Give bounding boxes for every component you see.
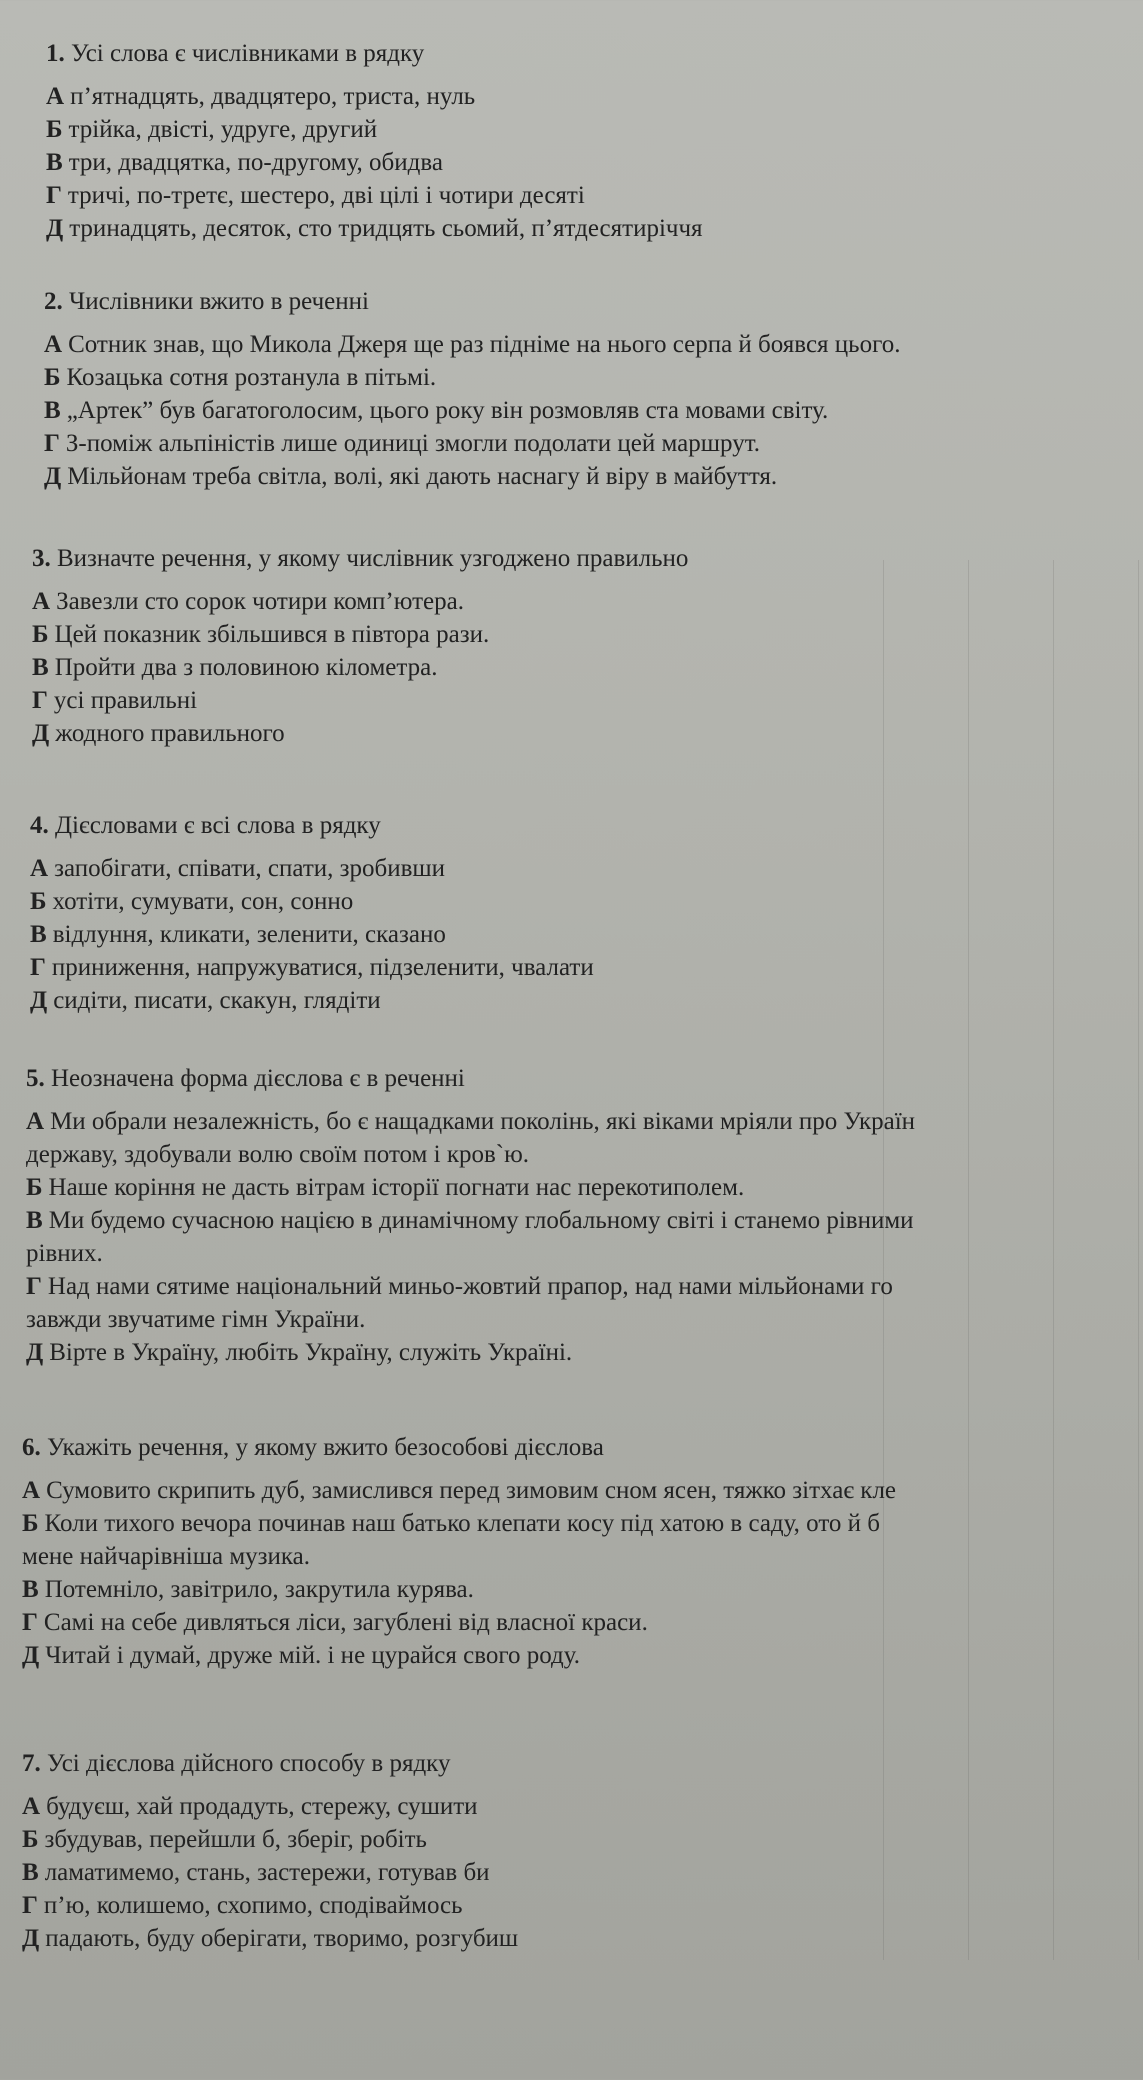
option-d — [30, 984, 1143, 1017]
option-letter: Б — [46, 116, 63, 143]
option-text: п’ятнадцять, двадцятеро, триста, нуль — [70, 83, 476, 110]
option-letter: А — [32, 588, 51, 615]
question-number: 4. — [30, 812, 49, 839]
question-title — [30, 812, 1143, 840]
option-text: тричі, по-третє, шестеро, дві цілі і чотири десяті — [67, 182, 585, 209]
option-letter: Б — [22, 1510, 39, 1537]
question-6 — [22, 1434, 1143, 1672]
option-text: тринадцять, десяток, сто тридцять сьомий, п’ятдесятиріччя — [69, 215, 703, 242]
option-letter: Г — [30, 954, 46, 981]
option-text: Мільйонам треба світла, волі, які дають наснагу й віру в майбуття. — [67, 463, 778, 490]
option-text: три, двадцятка, по-другому, обидва — [68, 149, 443, 176]
question-text: Укажіть речення, у якому вжито безособові дієслова — [47, 1434, 604, 1461]
option-letter: Б — [22, 1826, 39, 1853]
option-text: відлуння, кликати, зеленити, сказано — [52, 921, 446, 948]
option-letter: Д — [30, 987, 48, 1014]
question-number: 2. — [44, 288, 63, 315]
option-b — [22, 1823, 1143, 1856]
option-b — [26, 1171, 1143, 1204]
option-letter: А — [30, 855, 49, 882]
option-letter: А — [46, 83, 65, 110]
option-a — [26, 1105, 1143, 1138]
option-letter: А — [44, 331, 63, 358]
option-text: Пройти два з половиною кілометра. — [54, 654, 438, 681]
option-v-continued: рівних. — [26, 1240, 103, 1267]
option-b — [46, 113, 1143, 146]
option-text: Козацька сотня розтанула в пітьмі. — [66, 364, 437, 391]
option-h — [22, 1606, 1143, 1639]
option-b — [30, 885, 1143, 918]
question-5 — [26, 1065, 1143, 1369]
option-letter: Д — [44, 463, 62, 490]
option-v — [22, 1856, 1143, 1889]
option-letter: В — [30, 921, 47, 948]
question-1 — [46, 40, 1143, 245]
option-text: збудував, перейшли б, зберіг, робіть — [44, 1826, 427, 1853]
question-title — [26, 1065, 1143, 1093]
option-letter: А — [22, 1477, 41, 1504]
question-title — [22, 1750, 1143, 1778]
option-text: жодного правильного — [55, 720, 285, 747]
option-letter: Г — [26, 1273, 42, 1300]
option-v — [32, 651, 1143, 684]
option-text: Ми будемо сучасною нацією в динамічному глобальному світі і станемо рівними — [48, 1207, 914, 1234]
option-text: Потемніло, завітрило, закрутила курява. — [44, 1576, 474, 1603]
option-h-continued: завжди звучатиме гімн України. — [26, 1306, 366, 1333]
option-d — [22, 1922, 1143, 1955]
question-text: Неозначена форма дієслова є в реченні — [51, 1065, 465, 1092]
option-letter: В — [46, 149, 63, 176]
question-title — [44, 288, 1143, 316]
option-letter: Б — [32, 621, 49, 648]
option-d — [44, 460, 1143, 493]
option-text: Наше коріння не дасть вітрам історії погнати нас перекотиполем. — [48, 1174, 745, 1201]
question-text: Визначте речення, у якому числівник узгоджено правильно — [57, 545, 689, 572]
option-letter: А — [22, 1793, 41, 1820]
option-text: падають, буду оберігати, творимо, розгубиш — [45, 1925, 519, 1952]
option-b — [44, 361, 1143, 394]
option-text: Ми обрали незалежність, бо є нащадками поколінь, які віками мріяли про Україн — [50, 1108, 916, 1135]
option-a — [22, 1790, 1143, 1823]
option-a — [46, 80, 1143, 113]
option-text: Цей показник збільшився в півтора рази. — [54, 621, 490, 648]
option-d — [26, 1336, 1143, 1369]
option-a — [44, 328, 1143, 361]
option-text: запобігати, співати, спати, зробивши — [54, 855, 446, 882]
question-number: 1. — [46, 40, 65, 67]
option-letter: В — [22, 1576, 39, 1603]
option-text: Коли тихого вечора починав наш батько клепати косу під хатою в саду, ото й б — [44, 1510, 881, 1537]
option-h — [22, 1889, 1143, 1922]
option-text: З-поміж альпіністів лише одиниці змогли подолати цей маршрут. — [65, 430, 760, 457]
option-letter: В — [32, 654, 49, 681]
option-v — [30, 918, 1143, 951]
option-text: ламатимемо, стань, застережи, готував би — [44, 1859, 490, 1886]
option-text: усі правильні — [53, 687, 198, 714]
option-h — [26, 1270, 1143, 1303]
option-h — [32, 684, 1143, 717]
option-letter: Г — [22, 1609, 38, 1636]
option-d — [22, 1639, 1143, 1672]
option-a — [22, 1474, 1143, 1507]
option-text: Читай і думай, друже мій. і не цурайся свого роду. — [45, 1642, 580, 1669]
option-text: трійка, двісті, удруге, другий — [68, 116, 378, 143]
question-3 — [32, 545, 1143, 750]
option-v — [44, 394, 1143, 427]
question-number: 7. — [22, 1750, 41, 1777]
option-letter: Б — [30, 888, 47, 915]
option-h — [30, 951, 1143, 984]
option-h — [44, 427, 1143, 460]
option-letter: Г — [32, 687, 48, 714]
option-text: будуєш, хай продадуть, стережу, сушити — [46, 1793, 478, 1820]
option-letter: Б — [44, 364, 61, 391]
option-v — [46, 146, 1143, 179]
option-letter: Д — [26, 1339, 44, 1366]
option-b — [32, 618, 1143, 651]
question-text: Числівники вжито в реченні — [69, 288, 369, 315]
question-text: Усі слова є числівниками в рядку — [71, 40, 425, 67]
option-d — [46, 212, 1143, 245]
question-2 — [44, 288, 1143, 493]
question-number: 3. — [32, 545, 51, 572]
question-7 — [22, 1750, 1143, 1955]
option-letter: В — [26, 1207, 43, 1234]
option-letter: В — [22, 1859, 39, 1886]
question-title — [46, 40, 1143, 68]
question-4 — [30, 812, 1143, 1017]
option-text: Завезли сто сорок чотири комп’ютера. — [56, 588, 464, 615]
option-v — [26, 1204, 1143, 1237]
option-letter: Д — [22, 1642, 40, 1669]
option-text: Сотник знав, що Микола Джеря ще раз підніме на нього серпа й боявся цього. — [68, 331, 901, 358]
option-text: Вірте в Україну, любіть Україну, служіть Україні. — [49, 1339, 573, 1366]
option-letter: Г — [46, 182, 62, 209]
option-a-continued: державу, здобували волю своїм потом і кров`ю. — [26, 1141, 530, 1168]
option-h — [46, 179, 1143, 212]
option-text: Сумовито скрипить дуб, замислився перед зимовим сном ясен, тяжко зітхає кле — [46, 1477, 897, 1504]
option-v — [22, 1573, 1143, 1606]
option-text: сидіти, писати, скакун, глядіти — [53, 987, 381, 1014]
question-text: Усі дієслова дійсного способу в рядку — [47, 1750, 451, 1777]
option-b-continued: мене найчарівніша музика. — [22, 1543, 311, 1570]
option-letter: А — [26, 1108, 45, 1135]
option-a — [32, 585, 1143, 618]
option-text: хотіти, сумувати, сон, сонно — [52, 888, 354, 915]
option-text: „Артек” був багатоголосим, цього року він розмовляв ста мовами світу. — [66, 397, 829, 424]
option-letter: Д — [22, 1925, 40, 1952]
option-a — [30, 852, 1143, 885]
option-letter: Б — [26, 1174, 43, 1201]
option-letter: Г — [22, 1892, 38, 1919]
question-number: 5. — [26, 1065, 45, 1092]
option-text: п’ю, колишемо, схопимо, сподіваймось — [43, 1892, 463, 1919]
option-letter: В — [44, 397, 61, 424]
option-d — [32, 717, 1143, 750]
option-letter: Г — [44, 430, 60, 457]
question-title — [22, 1434, 1143, 1462]
question-text: Дієсловами є всі слова в рядку — [55, 812, 381, 839]
option-b — [22, 1507, 1143, 1540]
option-letter: Д — [46, 215, 64, 242]
option-text: приниження, напружуватися, підзеленити, чвалати — [51, 954, 594, 981]
option-letter: Д — [32, 720, 50, 747]
question-number: 6. — [22, 1434, 41, 1461]
question-title — [32, 545, 1143, 573]
option-text: Над нами сятиме національний миньо-жовтий прапор, над нами мільйонами го — [47, 1273, 893, 1300]
option-text: Самі на себе дивляться ліси, загублені від власної краси. — [43, 1609, 648, 1636]
